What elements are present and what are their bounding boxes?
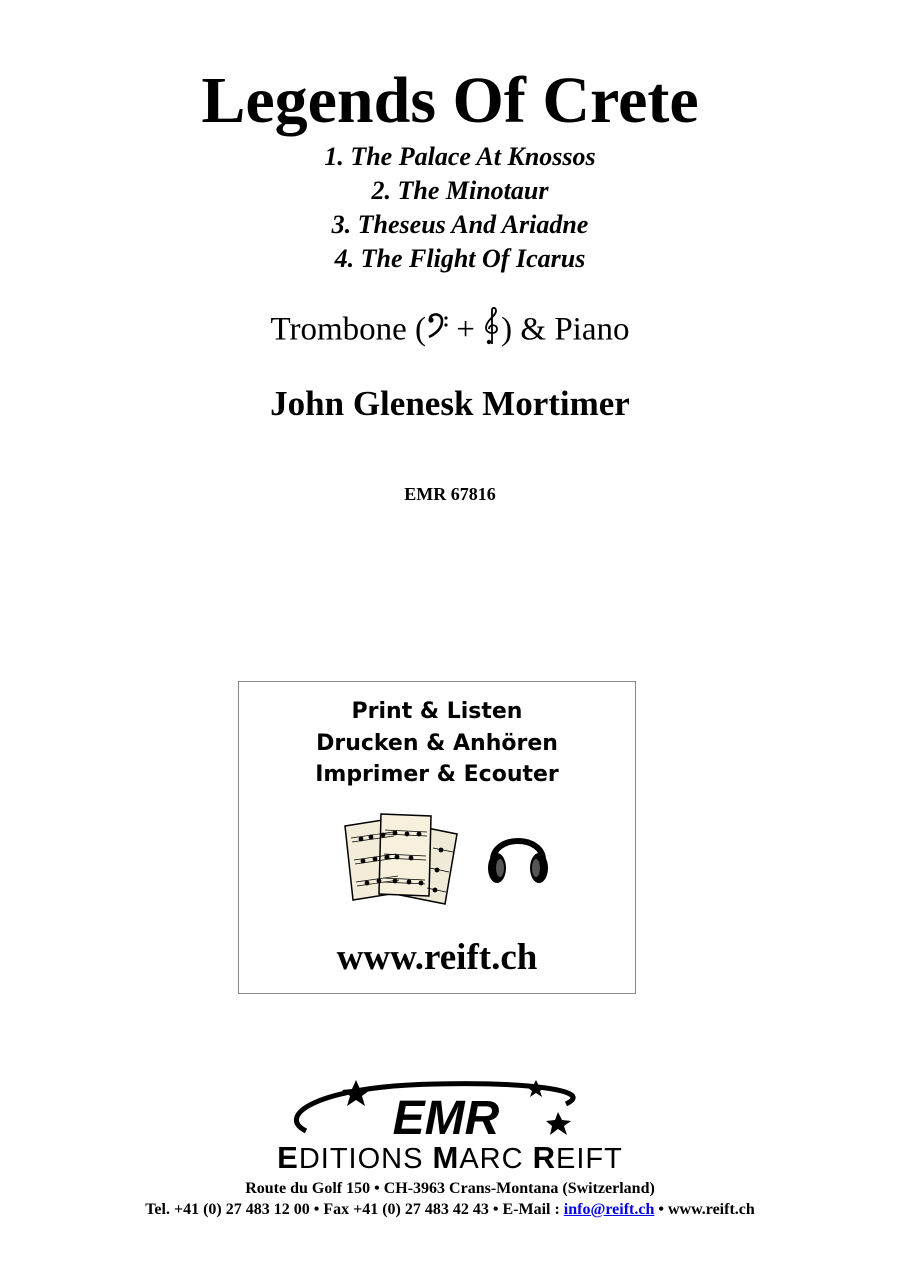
email-link[interactable]: info@reift.ch <box>563 1201 655 1218</box>
publisher-name-part: R <box>532 1140 557 1175</box>
treble-clef-icon <box>483 306 501 358</box>
instrumentation-suffix: ) & Piano <box>501 311 630 348</box>
contact-website: • www.reift.ch <box>654 1201 755 1218</box>
score-title: Legends Of Crete <box>201 64 699 137</box>
emr-logo <box>236 1076 656 1146</box>
bass-clef-icon <box>426 309 448 355</box>
publisher-contact <box>0 1199 900 1221</box>
publisher-name <box>0 1140 900 1175</box>
box-line-english: Print & Listen <box>351 699 523 724</box>
box-line-german: Drucken & Anhören <box>316 731 558 756</box>
publisher-name-part: E <box>277 1140 299 1175</box>
logo-text: EMR <box>392 1092 500 1145</box>
instrumentation <box>0 306 900 358</box>
plus-sign: + <box>456 311 475 348</box>
publisher-name-part: DITIONS <box>298 1143 433 1175</box>
composer-name: John Glenesk Mortimer <box>270 384 630 423</box>
movement-list <box>10 140 900 276</box>
movement-item: 3. Theseus And Ariadne <box>331 210 589 239</box>
publisher-name-part: EIFT <box>556 1143 623 1175</box>
publisher-name-part: M <box>432 1140 460 1175</box>
movement-item: 4. The Flight Of Icarus <box>334 244 586 273</box>
movement-item: 2. The Minotaur <box>371 176 549 205</box>
print-listen-box[interactable] <box>238 681 636 994</box>
movement-item: 1. The Palace At Knossos <box>324 142 596 171</box>
catalog-number: EMR 67816 <box>404 484 496 504</box>
publisher-name-part: ARC <box>459 1143 533 1175</box>
publisher-address: Route du Golf 150 • CH-3963 Crans-Montana (Switzerland) <box>245 1180 655 1197</box>
sheet-music-icon <box>337 812 471 908</box>
box-line-french: Imprimer & Ecouter <box>315 762 559 787</box>
contact-phone-fax: Tel. +41 (0) 27 483 12 00 • Fax +41 (0) 27 483 42 43 • E-Mail : <box>145 1201 564 1218</box>
headphones-icon <box>483 822 553 888</box>
box-website-link[interactable]: www.reift.ch <box>336 937 538 978</box>
instrumentation-prefix: Trombone ( <box>270 311 427 348</box>
